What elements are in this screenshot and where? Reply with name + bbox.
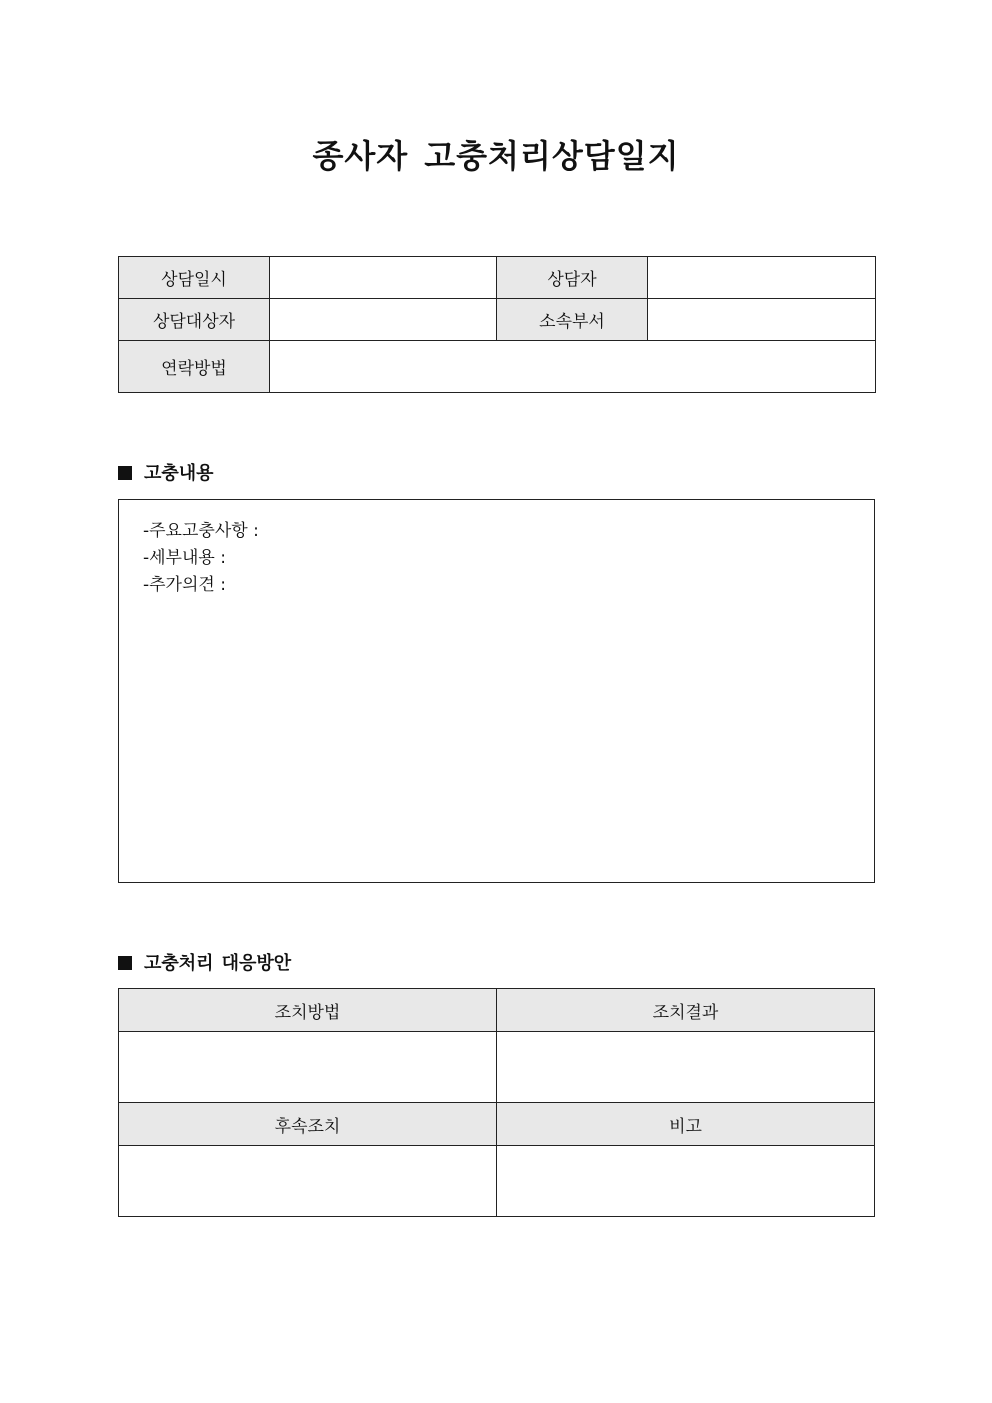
complaint-content-box[interactable]	[118, 499, 875, 883]
consultant-field[interactable]	[648, 257, 876, 299]
table-row	[119, 341, 876, 393]
followup-label: 후속조치	[119, 1103, 497, 1146]
response-table	[118, 988, 875, 1217]
contact-method-label: 연락방법	[119, 341, 270, 393]
consultee-field[interactable]	[270, 299, 497, 341]
department-field[interactable]	[648, 299, 876, 341]
table-row	[119, 1103, 875, 1146]
consultant-label: 상담자	[497, 257, 648, 299]
section-title-part-1: 고충처리	[144, 953, 214, 974]
section-heading-complaint	[118, 462, 214, 486]
action-result-field[interactable]	[497, 1032, 875, 1103]
section-heading-response	[118, 952, 291, 976]
table-row	[119, 989, 875, 1032]
section-title-part-2: 대응방안	[221, 953, 292, 974]
remarks-label: 비고	[497, 1103, 875, 1146]
remarks-field[interactable]	[497, 1146, 875, 1217]
title-part-2: 고충처리상담일지	[424, 137, 680, 175]
contact-method-field[interactable]	[270, 341, 876, 393]
consult-datetime-label: 상담일시	[119, 257, 270, 299]
table-row	[119, 1146, 875, 1217]
followup-field[interactable]	[119, 1146, 497, 1217]
square-bullet-icon	[118, 466, 132, 480]
table-row	[119, 299, 876, 341]
complaint-opinion-line: -추가의견 :	[143, 575, 226, 595]
square-bullet-icon	[118, 956, 132, 970]
complaint-main-line: -주요고충사항 :	[143, 521, 259, 541]
table-row	[119, 1032, 875, 1103]
consultee-label: 상담대상자	[119, 299, 270, 341]
department-label: 소속부서	[497, 299, 648, 341]
page-title	[0, 133, 992, 179]
title-part-1: 종사자	[312, 137, 409, 175]
action-result-label: 조치결과	[497, 989, 875, 1032]
action-method-field[interactable]	[119, 1032, 497, 1103]
table-row	[119, 257, 876, 299]
action-method-label: 조치방법	[119, 989, 497, 1032]
consult-datetime-field[interactable]	[270, 257, 497, 299]
consult-info-table	[118, 256, 876, 393]
complaint-detail-line: -세부내용 :	[143, 548, 226, 568]
section-title: 고충내용	[144, 463, 214, 484]
